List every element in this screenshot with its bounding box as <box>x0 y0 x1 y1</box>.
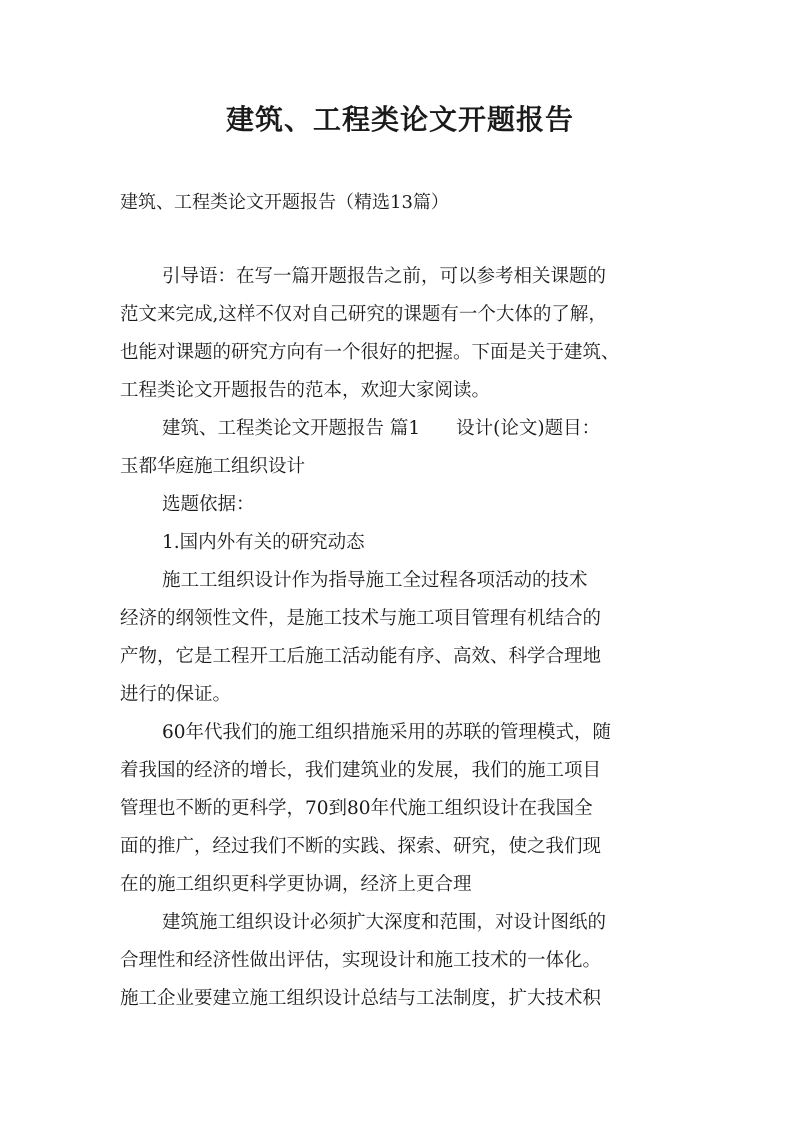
basis-label: 选题依据： <box>162 494 255 515</box>
paragraph-line: 面的推广，经过我们不断的实践、探索、研究，使之我们现 <box>120 836 602 857</box>
paragraph-line: 进行的保证。 <box>120 684 232 705</box>
paragraph-line: 合理性和经济性做出评估，实现设计和施工技术的一体化。 <box>120 950 602 971</box>
paragraph-line: 施工企业要建立施工组织设计总结与工法制度，扩大技术积 <box>120 988 602 1009</box>
paragraph-line: 60年代我们的施工组织措施采用的苏联的管理模式，随 <box>162 722 612 743</box>
paragraph-line: 管理也不断的更科学，70到80年代施工组织设计在我国全 <box>120 798 593 819</box>
list-item-1: 1.国内外有关的研究动态 <box>162 532 365 553</box>
paragraph-line: 经济的纲领性文件，是施工技术与施工项目管理有机结合的 <box>120 608 602 629</box>
intro-line: 也能对课题的研究方向有一个很好的把握。下面是关于建筑、 <box>120 342 620 363</box>
intro-line: 工程类论文开题报告的范本，欢迎大家阅读。 <box>120 380 491 401</box>
document-body <box>120 258 690 1018</box>
intro-line: 引导语：在写一篇开题报告之前，可以参考相关课题的 <box>162 266 607 287</box>
section-heading-line <box>120 410 690 448</box>
paragraph-line: 建筑施工组织设计必须扩大深度和范围，对设计图纸的 <box>162 912 607 933</box>
paragraph-line: 产物，它是工程开工后施工活动能有序、高效、科学合理地 <box>120 646 602 667</box>
intro-line: 范文来完成,这样不仅对自己研究的课题有一个大体的了解， <box>120 304 607 325</box>
section-heading: 建筑、工程类论文开题报告 篇1 <box>162 418 421 439</box>
design-topic-label: 设计(论文)题目： <box>456 418 601 439</box>
document-subtitle: 建筑、工程类论文开题报告（精选13篇） <box>120 192 449 213</box>
paragraph-line: 着我国的经济的增长，我们建筑业的发展，我们的施工项目 <box>120 760 602 781</box>
paragraph-line: 施工工组织设计作为指导施工全过程各项活动的技术 <box>162 570 588 591</box>
design-topic: 玉都华庭施工组织设计 <box>120 456 306 477</box>
document-title: 建筑、工程类论文开题报告 <box>225 103 574 136</box>
paragraph-line: 在的施工组织更科学更协调，经济上更合理 <box>120 874 472 895</box>
